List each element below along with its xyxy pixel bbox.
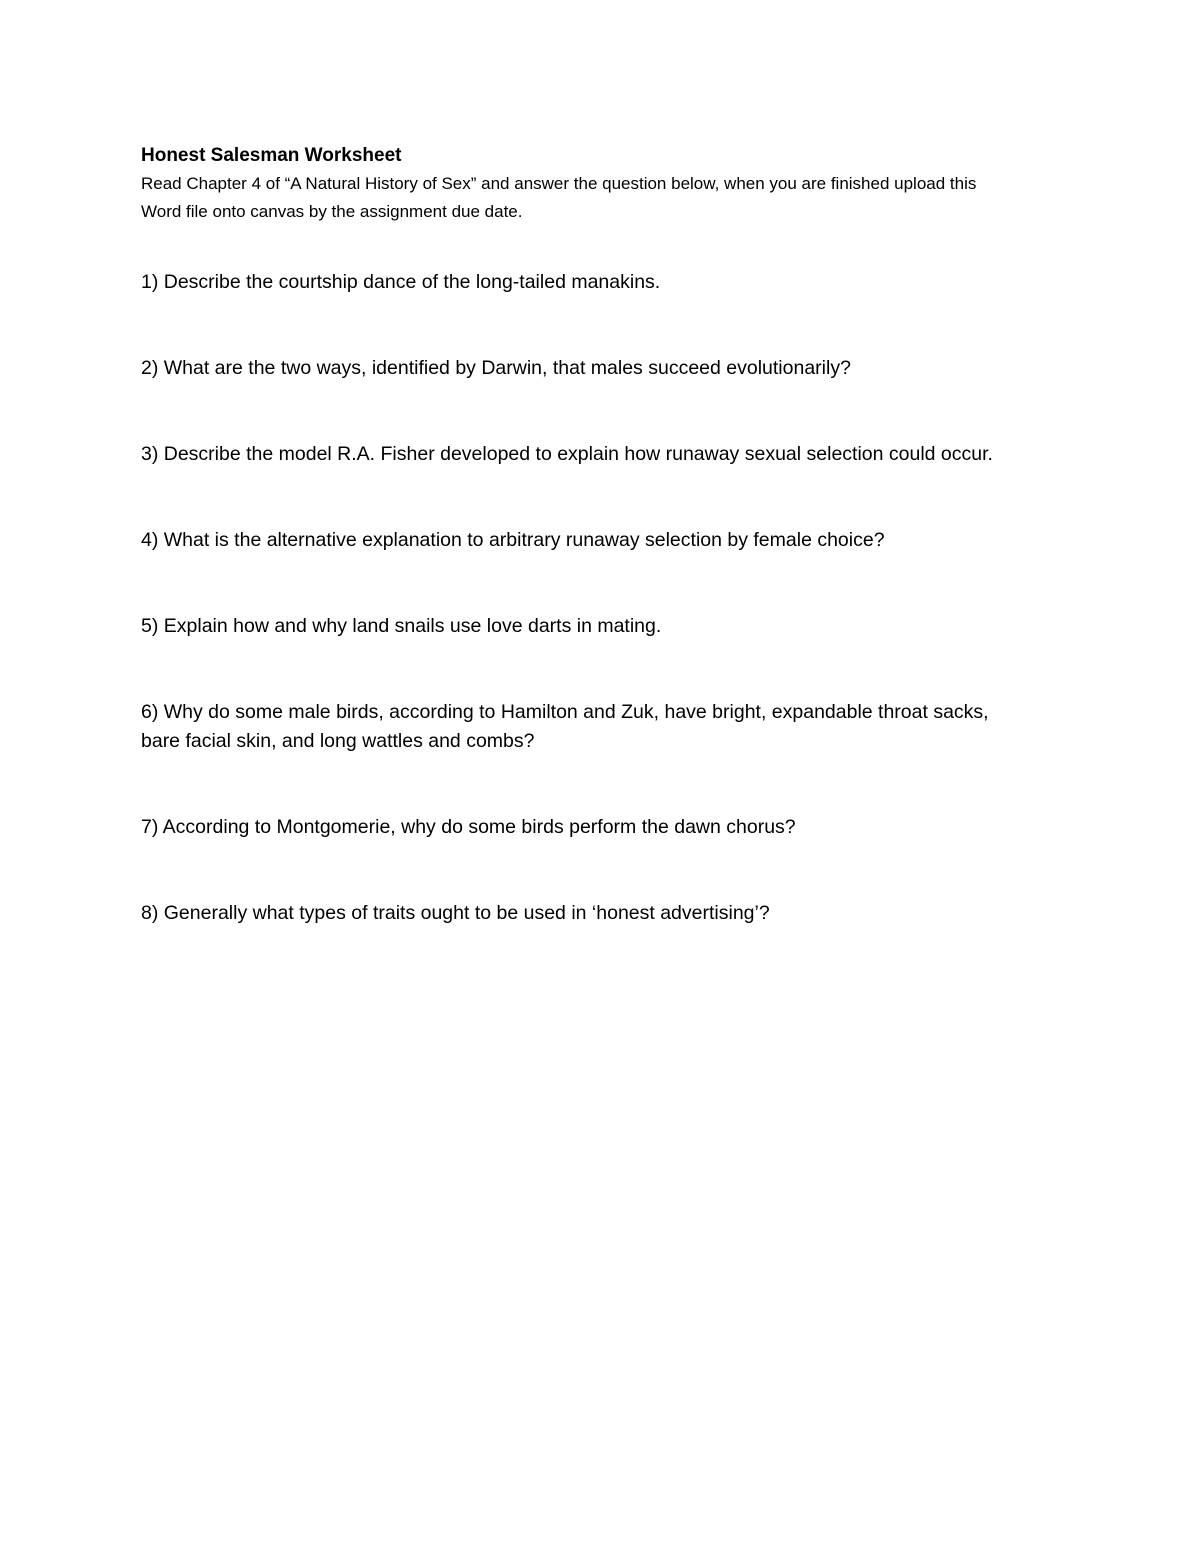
question-3: 3) Describe the model R.A. Fisher developed to explain how runaway sexual selection could occur. [141,443,993,465]
question-8: 8) Generally what types of traits ought to be used in ‘honest advertising’? [141,902,770,924]
question-list [141,268,1021,928]
worksheet-instructions: Read Chapter 4 of “A Natural History of Sex” and answer the question below, when you are finished upload this Word file onto canvas by the assignment due date. [141,174,977,221]
question-4: 4) What is the alternative explanation to arbitrary runaway selection by female choice? [141,529,885,551]
question-7: 7) According to Montgomerie, why do some birds perform the dawn chorus? [141,816,796,838]
worksheet-title: Honest Salesman Worksheet [141,145,402,166]
question-5: 5) Explain how and why land snails use love darts in mating. [141,615,662,637]
question-1: 1) Describe the courtship dance of the long-tailed manakins. [141,271,661,293]
question-6: 6) Why do some male birds, according to Hamilton and Zuk, have bright, expandable throat sacks, bare facial skin, and long wattles and combs? [141,701,989,752]
question-2: 2) What are the two ways, identified by Darwin, that males succeed evolutionarily? [141,357,851,379]
document-body [141,142,1021,985]
